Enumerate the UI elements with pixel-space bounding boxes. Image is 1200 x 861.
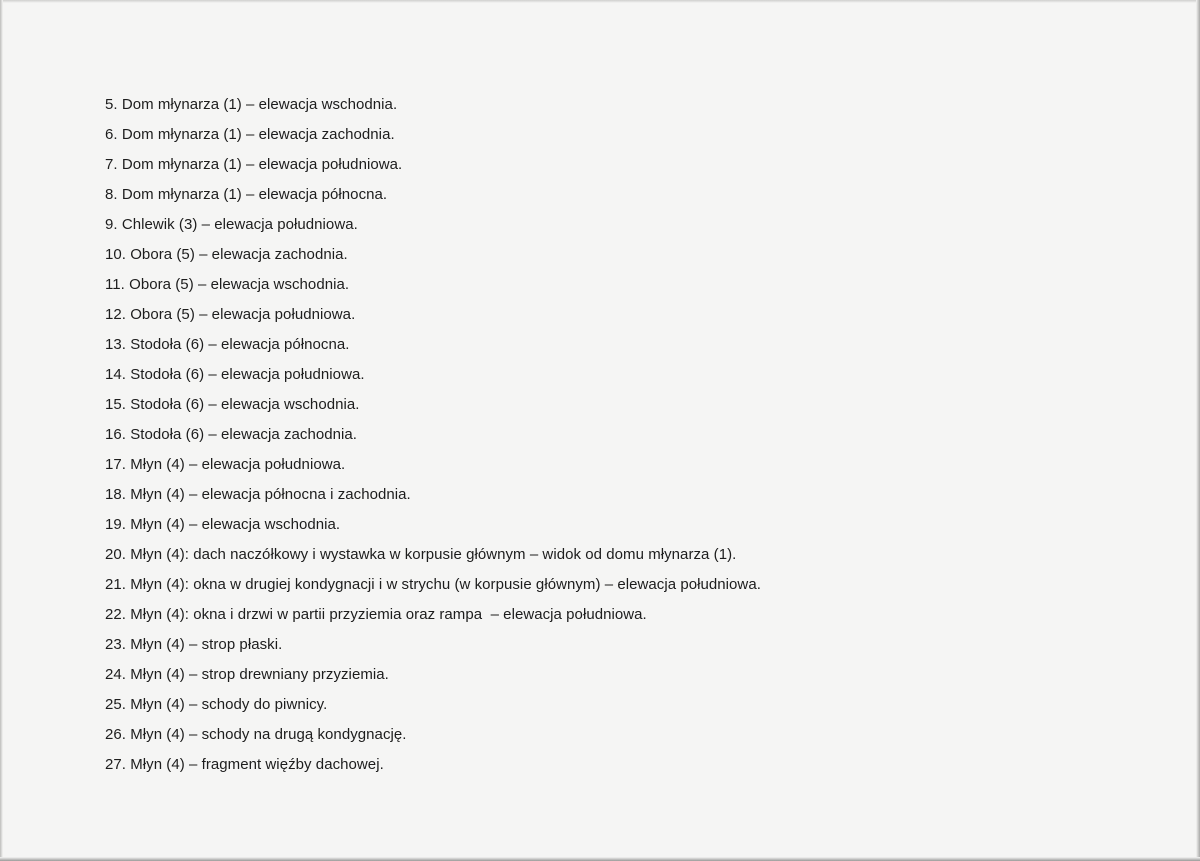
caption-item: 20. Młyn (4): dach naczółkowy i wystawka w korpusie głównym – widok od domu młynarza (1). (105, 546, 737, 563)
caption-item: 23. Młyn (4) – strop płaski. (105, 636, 283, 653)
page-edge-bottom (0, 857, 1200, 861)
caption-item: 21. Młyn (4): okna w drugiej kondygnacji i w strychu (w korpusie głównym) – elewacja południowa. (105, 576, 761, 593)
caption-item: 5. Dom młynarza (1) – elewacja wschodnia. (105, 96, 398, 113)
page-edge-right (1196, 0, 1200, 861)
caption-item: 17. Młyn (4) – elewacja południowa. (105, 456, 346, 473)
photo-caption-list (105, 90, 761, 780)
caption-item: 25. Młyn (4) – schody do piwnicy. (105, 696, 328, 713)
caption-item: 8. Dom młynarza (1) – elewacja północna. (105, 186, 388, 203)
caption-item: 6. Dom młynarza (1) – elewacja zachodnia. (105, 126, 395, 143)
caption-item: 13. Stodoła (6) – elewacja północna. (105, 336, 350, 353)
caption-item: 24. Młyn (4) – strop drewniany przyziemia. (105, 666, 389, 683)
caption-item: 27. Młyn (4) – fragment więźby dachowej. (105, 756, 384, 773)
caption-item: 16. Stodoła (6) – elewacja zachodnia. (105, 426, 358, 443)
caption-item: 10. Obora (5) – elewacja zachodnia. (105, 246, 348, 263)
caption-item: 11. Obora (5) – elewacja wschodnia. (105, 276, 350, 293)
caption-item: 9. Chlewik (3) – elewacja południowa. (105, 216, 358, 233)
caption-item: 14. Stodoła (6) – elewacja południowa. (105, 366, 365, 383)
caption-item: 7. Dom młynarza (1) – elewacja południowa. (105, 156, 403, 173)
caption-item: 18. Młyn (4) – elewacja północna i zachodnia. (105, 486, 411, 503)
page-edge-top (0, 0, 1200, 3)
caption-item: 26. Młyn (4) – schody na drugą kondygnację. (105, 726, 407, 743)
caption-item: 22. Młyn (4): okna i drzwi w partii przyziemia oraz rampa – elewacja południowa. (105, 606, 647, 623)
page-edge-left (0, 0, 3, 861)
caption-item: 15. Stodoła (6) – elewacja wschodnia. (105, 396, 360, 413)
caption-item: 19. Młyn (4) – elewacja wschodnia. (105, 516, 341, 533)
caption-item: 12. Obora (5) – elewacja południowa. (105, 306, 356, 323)
